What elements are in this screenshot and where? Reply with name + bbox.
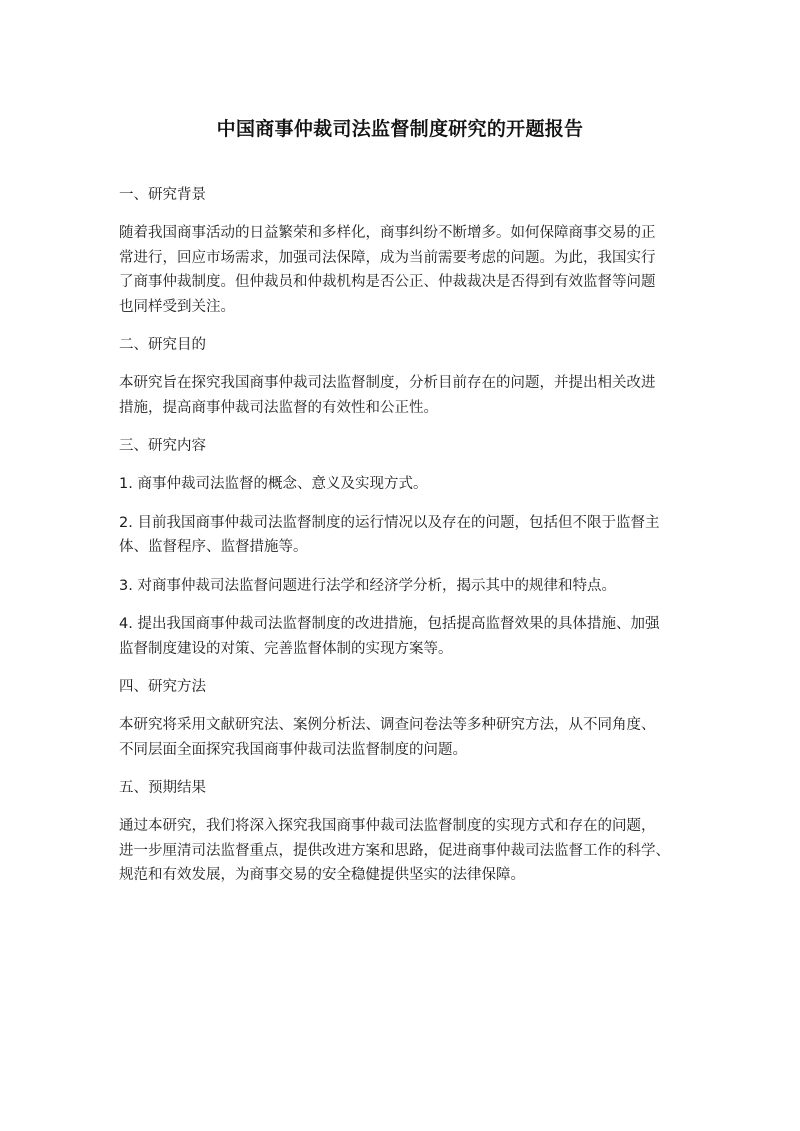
paragraph-results: 通过本研究，我们将深入探究我国商事仲裁司法监督制度的实现方式和存在的问题， 进一步厘清司法监督重点，提供改进方案和思路，促进商事仲裁司法监督工作的科学、 规范和有效发展，为商事交易的安全稳健提供坚实的法律保障。	[119, 818, 670, 883]
page-title: 中国商事仲裁司法监督制度研究的开题报告	[216, 118, 584, 140]
paragraph-methods: 本研究将采用文献研究法、案例分析法、调查问卷法等多种研究方法，从不同角度、 不同层面全面探究我国商事仲裁司法监督制度的问题。	[119, 717, 656, 758]
content-item-3: 3. 对商事仲裁司法监督问题进行法学和经济学分析，揭示其中的规律和特点。	[119, 577, 616, 594]
document-body	[119, 183, 699, 902]
paragraph-background: 随着我国商事活动的日益繁荣和多样化，商事纠纷不断增多。如何保障商事交易的正 常进行，回应市场需求，加强司法保障，成为当前需要考虑的问题。为此，我国实行 了商事仲裁制度。但仲裁员和仲裁机构是否公正、仲裁裁决是否得到有效监督等问题 也同样受到关注。	[119, 225, 656, 315]
section-heading-results: 五、预期结果	[119, 780, 206, 796]
paragraph-purpose: 本研究旨在探究我国商事仲裁司法监督制度，分析目前存在的问题，并提出相关改进 措施，提高商事仲裁司法监督的有效性和公正性。	[119, 375, 656, 416]
content-item-4: 4. 提出我国商事仲裁司法监督制度的改进措施，包括提高监督效果的具体措施、加强 监督制度建设的对策、完善监督体制的实现方案等。	[119, 616, 660, 657]
section-heading-purpose: 二、研究目的	[119, 337, 206, 353]
content-item-2: 2. 目前我国商事仲裁司法监督制度的运行情况以及存在的问题，包括但不限于监督主 体、监督程序、监督措施等。	[119, 514, 660, 555]
content-item-1: 1. 商事仲裁司法监督的概念、意义及实现方式。	[119, 476, 428, 492]
section-heading-background: 一、研究背景	[119, 187, 206, 203]
section-heading-methods: 四、研究方法	[119, 679, 206, 695]
section-heading-content: 三、研究内容	[119, 438, 206, 454]
